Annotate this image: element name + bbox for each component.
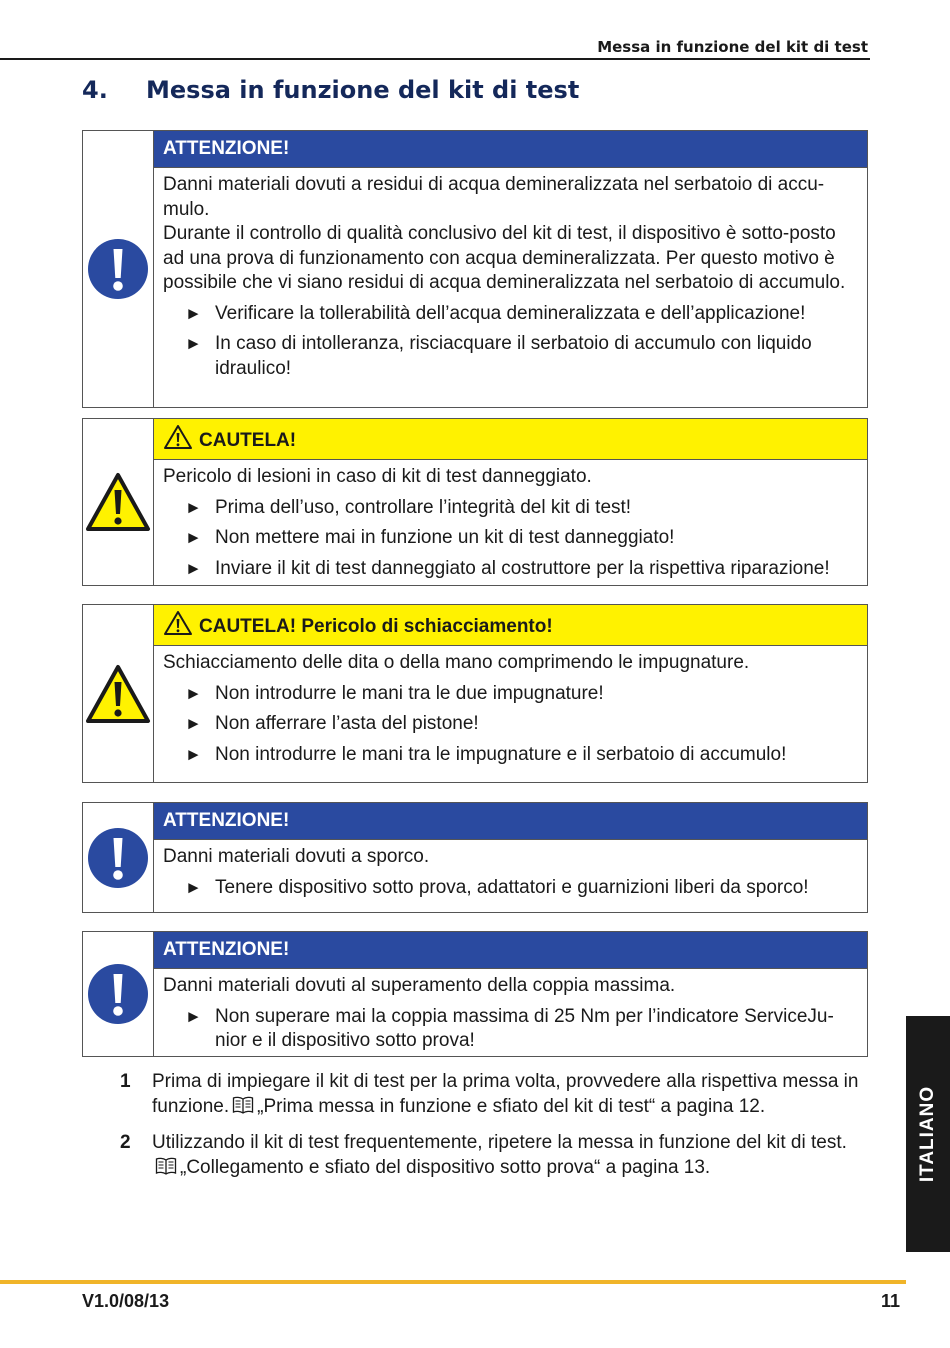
step-number: 1 [120,1071,131,1092]
notice-text: Pericolo di lesioni in caso di kit di test danneggiato. [163,466,592,487]
notice-caution-crushing [82,604,868,783]
bullet-arrow-icon: ► [185,303,202,323]
section-number: 4. [82,76,108,104]
book-icon [155,1157,177,1175]
footer-rule [0,1280,906,1284]
bullet-arrow-icon: ► [185,683,202,703]
warning-triangle-icon [85,472,151,532]
notice-caution-damaged-kit [82,418,868,586]
notice-text: Danni materiali dovuti al superamento della coppia massima. [163,975,676,996]
notice-text: Danni materiali dovuti a sporco. [163,846,430,867]
instruction-bullet: ► In caso di intolleranza, risciacquare il serbatoio di accumulo con liquido idraulico! [185,333,812,379]
language-tab [906,1016,950,1252]
bullet-arrow-icon: ► [185,1006,202,1026]
exclamation-circle-icon [87,963,149,1025]
bullet-arrow-icon: ► [185,334,202,353]
warning-triangle-icon [163,610,193,636]
step-2 [82,1130,868,1180]
notice-title: CAUTELA! Pericolo di schiacciamento! [199,616,553,637]
notice-attention-dirt [82,802,868,913]
notice-text: Danni materiali dovuti a residui di acqua demineralizzata nel serbatoio di accu-mulo. [163,174,825,220]
notice-title: CAUTELA! [199,430,297,451]
book-icon [232,1096,254,1114]
section-heading [82,76,579,104]
footer-version: V1.0/08/13 [82,1291,170,1311]
notice-title: ATTENZIONE! [154,131,867,168]
language-label: ITALIANO [917,1085,938,1183]
bullet-arrow-icon: ► [185,744,202,764]
step-text: Prima di impiegare il kit di test per la prima volta, provvedere alla rispettiva messa in funzione. [152,1071,859,1117]
instruction-bullet: ► Non superare mai la coppia massima di 25 Nm per l’indicatore ServiceJu-nior e il dispositivo sotto prova! [185,1005,834,1051]
bullet-arrow-icon: ► [185,877,202,897]
notice-attention-torque [82,931,868,1057]
exclamation-circle-icon [87,827,149,889]
instruction-bullet: ► Tenere dispositivo sotto prova, adattatori e guarnizioni liberi da sporco! [163,876,859,901]
step-1 [82,1069,868,1119]
notice-title: ATTENZIONE! [154,803,867,840]
cross-reference-link[interactable]: „Collegamento e sfiato del dispositivo sotto prova“ a pagina 13. [180,1157,711,1178]
notice-text: Durante il controllo di qualità conclusivo del kit di test, il dispositivo è sotto-posto ad una prova di funzionamento con acqua demineralizzata. Per questo motivo è possibile che vi siano residui di acqua demineralizzata nel serbatoio di accumulo. [163,223,846,293]
instruction-bullet: ► Non introdurre le mani tra le due impugnature! [163,682,859,707]
notice-attention-demineralized-water [82,130,868,408]
cross-reference-link[interactable]: „Prima messa in funzione e sfiato del kit di test“ a pagina 12. [257,1096,766,1117]
running-header: Messa in funzione del kit di test [597,38,868,56]
notice-text: Schiacciamento delle dita o della mano comprimendo le impugnature. [163,652,750,673]
notice-title: ATTENZIONE! [154,932,867,969]
instruction-bullet: ► Verificare la tollerabilità dell’acqua demineralizzata e dell’applicazione! [163,302,859,327]
step-number: 2 [120,1132,131,1153]
page-number: 11 [880,1291,900,1311]
step-text: Utilizzando il kit di test frequentemente, ripetere la messa in funzione del kit di test. [152,1132,847,1153]
instruction-bullet: ► Prima dell’uso, controllare l’integrità del kit di test! [163,496,859,521]
instruction-bullet: ► Inviare il kit di test danneggiato al costruttore per la rispettiva riparazione! [163,557,859,582]
bullet-arrow-icon: ► [185,558,202,578]
instruction-bullet: ► Non afferrare l’asta del pistone! [163,712,859,737]
warning-triangle-icon [85,664,151,724]
section-title: Messa in funzione del kit di test [146,76,580,104]
exclamation-circle-icon [87,238,149,300]
bullet-arrow-icon: ► [185,497,202,517]
header-rule [0,58,870,60]
bullet-arrow-icon: ► [185,714,202,733]
instruction-bullet: ► Non introdurre le mani tra le impugnature e il serbatoio di accumulo! [163,743,859,768]
warning-triangle-icon [163,424,193,450]
instruction-bullet: ► Non mettere mai in funzione un kit di test danneggiato! [163,526,859,551]
bullet-arrow-icon: ► [185,528,202,547]
